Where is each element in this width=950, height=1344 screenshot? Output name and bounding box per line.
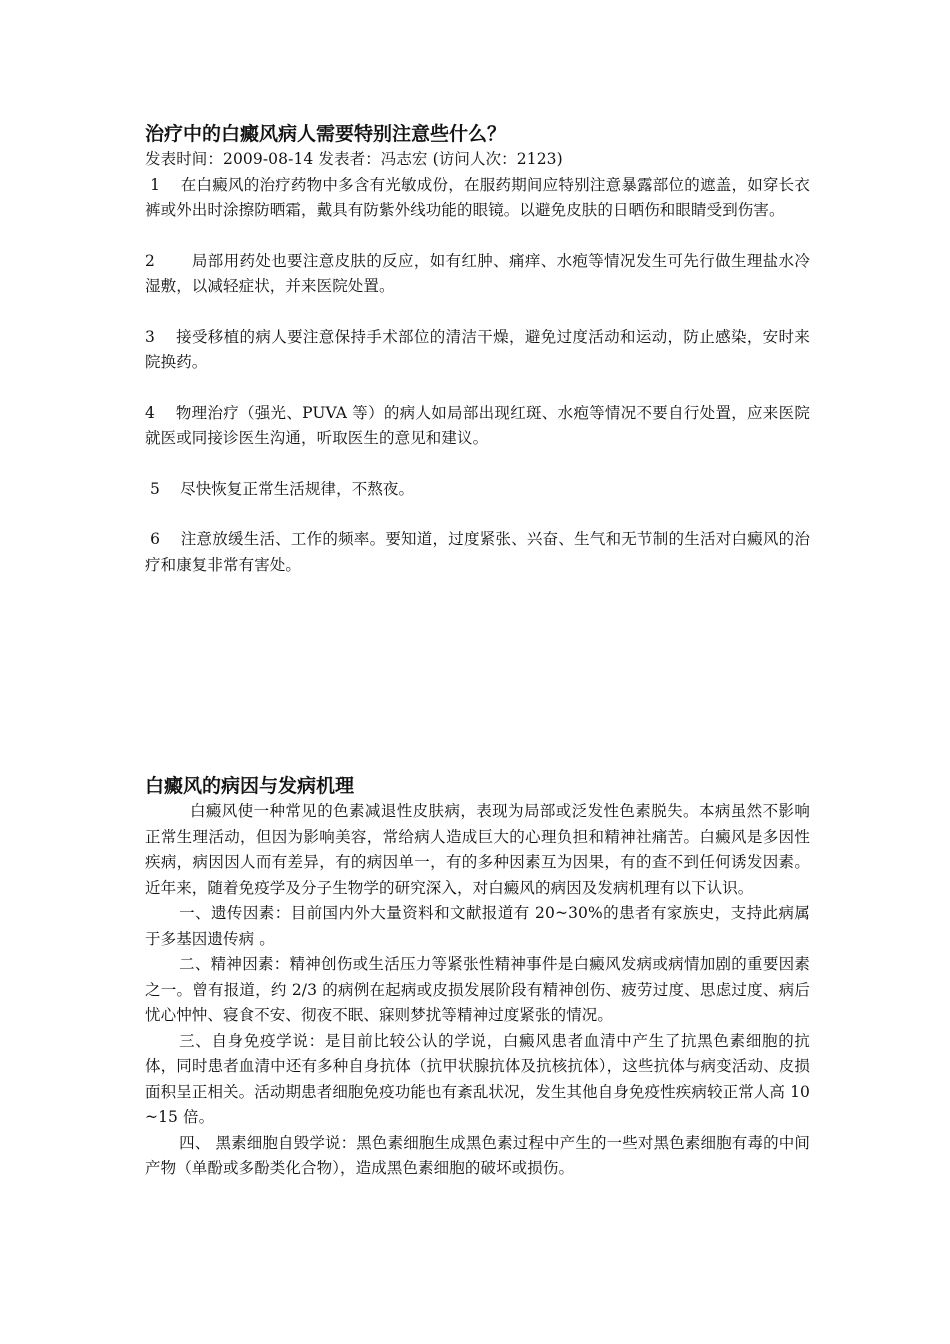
tip-item-3: 3 接受移植的病人要注意保持手术部位的清洁干燥，避免过度活动和运动，防止感染，安时来院换药。 [145, 327, 810, 371]
tip-item-1: 1 在白癜风的治疗药物中多含有光敏成份，在服药期间应特别注意暴露部位的遮盖，如穿长衣裤或外出时涂擦防晒霜，戴具有防紫外线功能的眼镜。以避免皮肤的日晒伤和眼睛受到伤害。 [145, 175, 811, 219]
article-title: 治疗中的白癜风病人需要特别注意些什么？ [145, 123, 507, 145]
article-title: 白癜风的病因与发病机理 [145, 775, 355, 797]
section-genetic: 一、遗传因素：目前国内外大量资料和文献报道有 20~30%的患者有家族史，支持此病属于多基因遗传病 。 [145, 904, 810, 948]
tip-item-5: 5 尽快恢复正常生活规律，不熬夜。 [145, 479, 415, 498]
section-melanocyte: 四、 黑素细胞自毁学说：黑色素细胞生成黑色素过程中产生的一些对黑色素细胞有毒的中间产物（单酚或多酚类化合物），造成黑色素细胞的破坏或损伤。 [145, 1133, 810, 1177]
article-causes [145, 773, 810, 1182]
section-mental: 二、精神因素：精神创伤或生活压力等紧张性精神事件是白癜风发病或病情加剧的重要因素之一。曾有报道，约 2/3 的病例在起病或皮损发展阶段有精神创伤、疲劳过度、思虑过度、病后忧心忡忡、寝食不安、彻夜不眠、寐则梦扰等精神过度紧张的情况。 [145, 955, 810, 1024]
intro-paragraph: 白癜风使一种常见的色素减退性皮肤病，表现为局部或泛发性色素脱失。本病虽然不影响正常生理活动，但因为影响美容，常给病人造成巨大的心理负担和精神社痛苦。白癜风是多因性疾病，病因因人而有差异，有的病因单一，有的多种因素互为因果，有的查不到任何诱发因素。近年来，随着免疫学及分子生物学的研究深入，对白癜风的病因及发病机理有以下认识。 [145, 802, 810, 897]
section-autoimmune: 三、自身免疫学说：是目前比较公认的学说，白癜风患者血清中产生了抗黑色素细胞的抗体，同时患者血清中还有多种自身抗体（抗甲状腺抗体及抗核抗体），这些抗体与病变活动、皮损面积呈正相关。活动期患者细胞免疫功能也有紊乱状况，发生其他自身免疫性疾病较正常人高 10~15 倍。 [145, 1031, 810, 1126]
article-tips [145, 121, 810, 578]
tip-item-6: 6 注意放缓生活、工作的频率。要知道，过度紧张、兴奋、生气和无节制的生活对白癜风的治疗和康复非常有害处。 [145, 530, 811, 574]
tip-item-2: 2 局部用药处也要注意皮肤的反应，如有红肿、痛痒、水疱等情况发生可先行做生理盐水冷湿敷，以减轻症状，并来医院处置。 [145, 251, 810, 295]
article-meta: 发表时间：2009-08-14 发表者：冯志宏 (访问人次：2123) [145, 150, 563, 168]
tip-item-4: 4 物理治疗（强光、PUVA 等）的病人如局部出现红斑、水疱等情况不要自行处置，应来医院就医或同接诊医生沟通，听取医生的意见和建议。 [145, 403, 810, 447]
